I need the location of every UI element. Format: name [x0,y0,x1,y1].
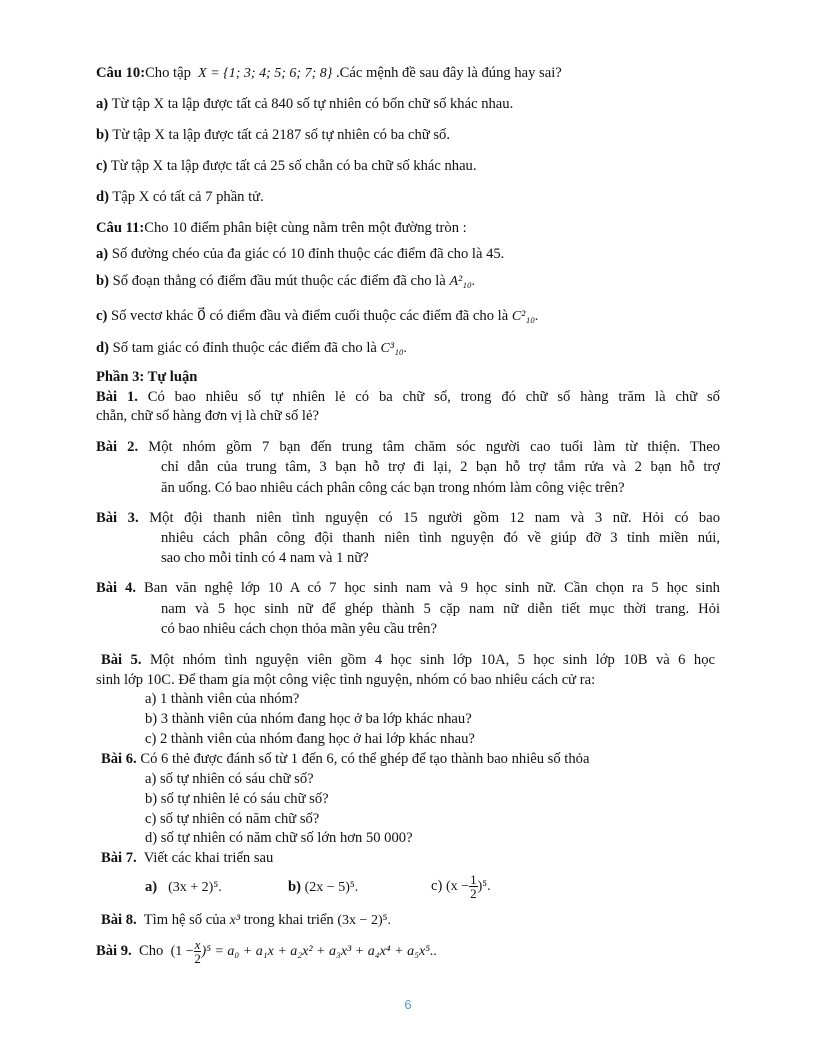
q11-c-text2: có điểm đầu và điểm cuối thuộc các điểm đã cho là [209,308,509,324]
q11-d-math: C³₁₀. [380,341,408,356]
bai7-c-pre: (x − [446,879,470,894]
bai8-line [101,911,391,930]
bai6-text1: Có 6 thẻ được đánh số từ 1 đến 6, có thể ghép để tạo thành bao nhiêu số thỏa [140,751,590,767]
q11-d-label: d) [96,340,109,356]
bai6-line1 [101,750,589,768]
bai2-line1 [96,438,720,456]
bai3-line2: nhiêu cách phân công đội thanh niên tình nguyện đó về giúp đỡ 3 tỉnh miền núi, [161,530,720,546]
bai4-line1 [96,579,720,597]
bai7-b-label: b) [288,879,301,895]
bai9-post: )⁵ = a₀ + a₁x + a₂x² + a₃x³ + a₄x⁴ + a₅x⁵.. [201,944,438,959]
bai7-c-fraction [469,873,478,900]
q11-label: Câu 11: [96,220,145,236]
q10-b-text: Từ tập X ta lập được tất cả 2187 số tự nhiên có ba chữ số. [112,127,451,143]
q10-b-label: b) [96,127,109,143]
q11-d-text: Số tam giác có đỉnh thuộc các điểm đã cho là [112,340,377,356]
bai2-text1: Một nhóm gồm 7 bạn đến trung tâm chăm sóc người cao tuổi làm từ thiện. Theo [148,439,720,455]
bai9-line [96,932,437,971]
bai9-num: x [194,937,201,953]
q11-a [96,245,504,263]
q11-a-label: a) [96,246,109,262]
q11-c-label: c) [96,308,108,324]
bai3-line1 [96,509,720,527]
bai7-c [431,868,491,905]
q11-line [96,219,467,237]
zero-vector-symbol: 0⃗ [196,309,206,324]
q10-d-label: d) [96,189,109,205]
bai8-text2: trong khai triển [243,912,334,928]
part3-heading [96,368,197,386]
bai4-text1: Ban văn nghệ lớp 10 A có 7 học sinh nam và 9 học sinh nữ. Cần chọn ra 5 học sinh [144,580,720,596]
bai6-a: a) số tự nhiên có sáu chữ số? [145,771,314,787]
q11-c [96,307,539,326]
bai6-c: c) số tự nhiên có năm chữ số? [145,811,320,827]
bai6-b: b) số tự nhiên lẻ có sáu chữ số? [145,791,329,807]
q10-b [96,126,450,144]
bai3-text1: Một đội thanh niên tình nguyện có 15 người gồm 12 nam và 3 nữ. Hỏi có bao [149,510,721,526]
bai8-text1: Tìm hệ số của [143,912,227,928]
q10-label: Câu 10: [96,65,146,81]
q10-a-text: Từ tập X ta lập được tất cả 840 số tự nhiên có bốn chữ số khác nhau. [111,96,514,112]
q11-b-label: b) [96,273,109,289]
q10-d-text: Tập X có tất cả 7 phần tử. [112,189,264,205]
bai9-pre: (1 − [170,944,194,959]
q10-c-label: c) [96,158,108,174]
bai5-line2: sinh lớp 10C. Để tham gia một công việc tình nguyện, nhóm có bao nhiêu cách cử ra: [96,672,596,688]
bai5-c: c) 2 thành viên của nhóm đang học ở hai lớp khác nhau? [145,731,475,747]
bai8-expr: (3x − 2)⁵. [337,913,391,928]
bai7-c-post: )⁵. [477,879,491,894]
bai7-text: Viết các khai triển sau [143,850,274,866]
q11-b-text: Số đoạn thẳng có điểm đầu mút thuộc các điểm đã cho là [112,273,446,289]
q10-suffix: .Các mệnh đề sau đây là đúng hay sai? [336,65,562,81]
bai1-label: Bài 1. [96,389,138,405]
q11-text: Cho 10 điểm phân biệt cùng nằm trên một đường tròn : [144,220,467,236]
q10-a [96,95,513,113]
bai7-c-num: 1 [470,872,477,888]
q11-d [96,339,407,358]
bai5-b: b) 3 thành viên của nhóm đang học ở ba lớp khác nhau? [145,711,472,727]
bai7-line1 [101,849,273,867]
bai5-text1: Một nhóm tình nguyện viên gồm 4 học sinh lớp 10A, 5 học sinh lớp 10B và 6 học [149,652,715,668]
bai6-d: d) số tự nhiên có năm chữ số lớn hơn 50 000? [145,830,413,846]
q11-b [96,272,475,291]
bai1-text1: Có bao nhiêu số tự nhiên lẻ có ba chữ số, trong đó chữ số hàng trăm là chữ số [147,389,720,405]
page-number: 6 [404,997,412,1012]
q10-d [96,188,264,206]
q11-c-math: C²₁₀. [511,309,539,324]
part3-heading-text: Phần 3: Tự luận [96,369,198,385]
bai8-label: Bài 8. [101,912,137,928]
bai2-line2: chỉ dẫn của trung tâm, 3 bạn hỗ trợ đi lại, 2 bạn hỗ trợ tắm rửa và 2 bạn hỗ trợ [161,459,720,475]
q10-c [96,157,477,175]
bai9-text1: Cho [138,943,164,959]
bai8-x3: x³ [229,913,241,928]
bai4-line2: nam và 5 học sinh nữ để ghép thành 5 cặp nam nữ diễn tiết mục thời trang. Hỏi [161,601,720,617]
bai7-a-label: a) [145,879,158,895]
bai7-c-den: 2 [470,886,477,902]
q10-c-text: Từ tập X ta lập được tất cả 25 số chẵn có ba chữ số khác nhau. [110,158,477,174]
bai7-c-label: c) [431,878,443,894]
bai1-line1 [96,388,720,406]
bai5-line1 [101,651,715,669]
bai3-line3: sao cho mỗi tỉnh có 4 nam và 1 nữ? [161,550,369,566]
bai7-a [145,878,222,897]
bai7-a-expr: (3x + 2)⁵. [168,880,222,895]
bai4-label: Bài 4. [96,580,137,596]
q11-b-math: A²₁₀. [449,274,476,289]
bai2-line3: ăn uống. Có bao nhiêu cách phân công các bạn trong nhóm làm công việc trên? [161,480,625,496]
q10-set: X = {1; 3; 4; 5; 6; 7; 8} [198,66,333,81]
bai9-den: 2 [194,951,201,967]
bai5-a: a) 1 thành viên của nhóm? [145,691,300,707]
bai2-label: Bài 2. [96,439,139,455]
bai7-b-expr: (2x − 5)⁵. [304,880,359,895]
bai3-label: Bài 3. [96,510,139,526]
q11-a-text: Số đường chéo của đa giác có 10 đỉnh thuộc các điểm đã cho là 45. [111,246,505,262]
bai1-line2: chẵn, chữ số hàng đơn vị là chữ số lẻ? [96,408,319,424]
q10-a-label: a) [96,96,109,112]
bai9-label: Bài 9. [96,943,132,959]
bai5-label: Bài 5. [101,652,142,668]
q10-prefix: Cho tập [145,65,191,81]
bai4-line3: có bao nhiêu cách chọn thỏa mãn yêu cầu trên? [161,621,437,637]
bai7-b [288,878,358,897]
bai6-label: Bài 6. [101,751,137,767]
q10-line [96,64,562,83]
bai7-label: Bài 7. [101,850,137,866]
q11-c-text1: Số vectơ khác [111,308,194,324]
